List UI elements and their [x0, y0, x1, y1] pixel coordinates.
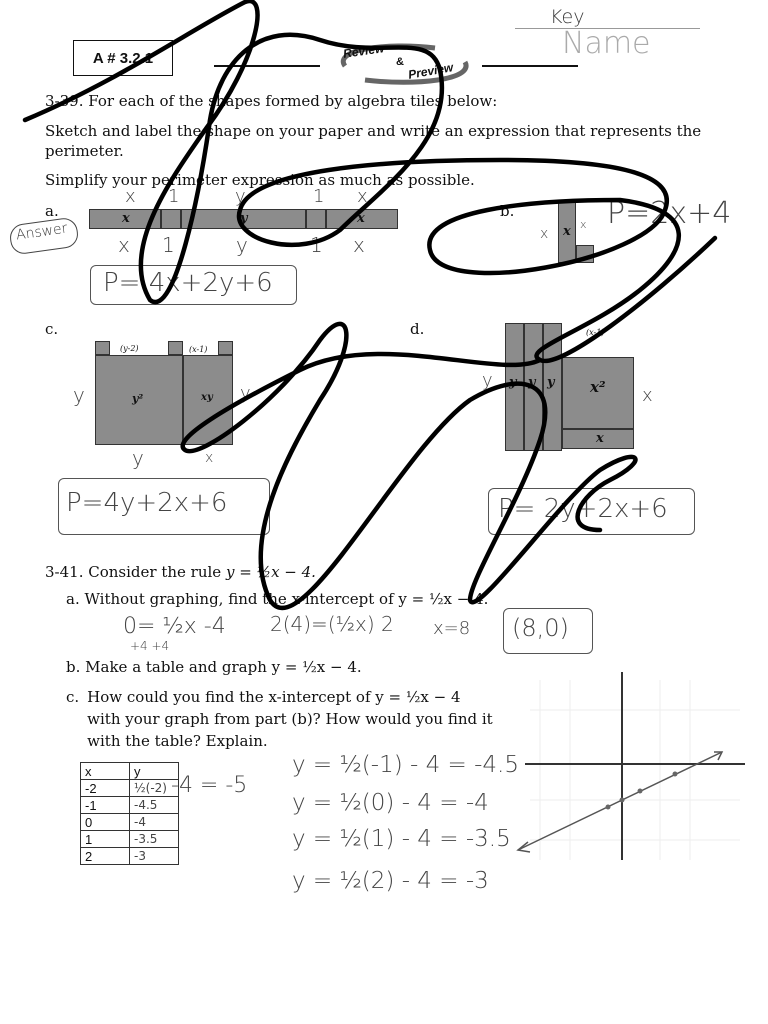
part-d-tile-label-y3: y	[547, 375, 555, 390]
part-b-tile-label: x	[563, 224, 571, 239]
problem-41-number: 3-41.	[45, 563, 84, 581]
work-line-4: y = ½(2) - 4 = -3	[292, 868, 489, 894]
part-d-tile-label-x: x	[596, 431, 604, 446]
name-field-label: Name	[562, 26, 651, 61]
part-41a-answer: (8,0)	[512, 614, 569, 642]
part-41c-text: How could you find the x-intercept of y = ½x − 4 with your graph from part (b)? How would you find it with the table? Explain.	[87, 688, 493, 750]
part-a-bottom-mark-2: 1	[162, 233, 175, 257]
part-a-label: a.	[45, 202, 59, 220]
table-cell-y: -4	[130, 814, 179, 831]
part-d-right-mark: x	[642, 385, 653, 406]
banner-review-text: Review	[342, 41, 386, 61]
work-line-3: y = ½(1) - 4 = -3.5	[292, 826, 511, 852]
part-d-tile-label-x2: x²	[590, 378, 606, 396]
part-a-top-mark-4: 1	[313, 186, 325, 207]
table-header-y: y	[130, 763, 179, 780]
problem-39-instruction-1: Sketch and label the shape on your paper and write an expression that represents the perimeter.	[45, 122, 702, 160]
part-41b-label: b.	[66, 658, 81, 676]
part-a-top-mark-3: y	[235, 186, 246, 207]
table-cell-x: 1	[81, 831, 130, 848]
part-c-right-mark: y	[240, 383, 251, 404]
scribble-stroke-bottom	[183, 324, 636, 608]
part-c-small-label-2: (x-1)	[189, 345, 208, 354]
table-cell-x: -2	[81, 780, 130, 797]
problem-41-prompt: Consider the rule	[88, 563, 222, 581]
part-41b-text: Make a table and graph y = ½x − 4.	[85, 658, 362, 676]
part-41a-work-1: 0= ½x -4	[123, 614, 226, 639]
table-header-x: x	[81, 763, 130, 780]
part-b-label: b.	[500, 202, 515, 220]
part-a-top-mark-2: 1	[168, 186, 180, 207]
table-cell-y: -3.5	[130, 831, 179, 848]
part-41a-label: a.	[66, 590, 80, 608]
problem-39-instruction-2: Simplify your perimeter expression as much as possible.	[45, 171, 475, 189]
answer-side-note: Answer	[15, 220, 69, 244]
part-a-tile-label-x1: x	[122, 211, 130, 226]
part-c-label: c.	[45, 320, 59, 338]
problem-39-prompt: For each of the shapes formed by algebra tiles below:	[88, 92, 498, 110]
part-c-tile-label-y2: y²	[132, 392, 144, 405]
table-cell-x: -1	[81, 797, 130, 814]
part-a-tile-label-y: y	[240, 211, 248, 226]
problem-39-number: 3-39.	[45, 92, 84, 110]
part-c-left-mark: y	[73, 383, 85, 407]
part-d-tile-label-y2: y	[528, 375, 536, 390]
part-d-left-mark: y	[482, 370, 493, 391]
lesson-id: A # 3.2.1	[92, 49, 154, 67]
part-c-tile-label-xy: xy	[201, 392, 213, 403]
part-b-answer: P=2x+4	[607, 196, 732, 231]
part-a-bottom-mark-1: x	[118, 233, 130, 257]
part-d-small-label: (x-1)	[586, 328, 605, 337]
part-c-small-label-1: (y-2)	[120, 344, 139, 353]
part-a-top-mark-5: x	[357, 186, 368, 207]
part-41c-label: c.	[66, 688, 80, 706]
table-cell-y: -3	[130, 848, 179, 865]
part-b-side-mark-1: x	[540, 226, 549, 242]
table-cell-x: 2	[81, 848, 130, 865]
banner-preview-text: Preview	[407, 60, 455, 82]
work-line-2: y = ½(0) - 4 = -4	[292, 790, 489, 816]
banner-amp: &	[396, 56, 404, 68]
part-c-bottom-mark-2: x	[205, 450, 214, 466]
work-line-1: y = ½(-1) - 4 = -4.5	[292, 752, 520, 778]
part-d-label: d.	[410, 320, 425, 338]
name-field-key: Key	[550, 6, 585, 28]
scribble-stroke-top	[25, 1, 715, 361]
part-a-top-mark-1: x	[125, 186, 136, 207]
table-cell-y: ½(-2)	[130, 780, 179, 797]
part-a-answer: P= 4x+2y+6	[103, 268, 273, 298]
table-cell-y: -4.5	[130, 797, 179, 814]
table-row1-continuation: -4 = -5	[171, 773, 248, 798]
part-41a-work-2: 2(4)=(½x) 2	[270, 612, 394, 636]
part-a-bottom-mark-3: y	[236, 233, 248, 257]
part-c-bottom-mark-1: y	[132, 446, 144, 470]
part-41a-work-3: x=8	[433, 618, 471, 639]
part-a-tile-label-x2: x	[357, 211, 365, 226]
part-41a-text: Without graphing, find the x-intercept of y = ½x − 4.	[84, 590, 489, 608]
table-cell-x: 0	[81, 814, 130, 831]
part-d-tile-label-y1: y	[509, 375, 517, 390]
problem-41-rule: y = ½x − 4.	[225, 563, 316, 581]
part-a-bottom-mark-5: x	[353, 233, 365, 257]
part-41a-work-1-under: +4 +4	[130, 639, 170, 653]
part-a-bottom-mark-4: 1	[310, 233, 323, 257]
part-b-side-mark-2: x	[580, 218, 587, 231]
part-d-answer: P= 2y+2x+6	[498, 494, 668, 524]
part-c-answer: P=4y+2x+6	[66, 488, 228, 518]
